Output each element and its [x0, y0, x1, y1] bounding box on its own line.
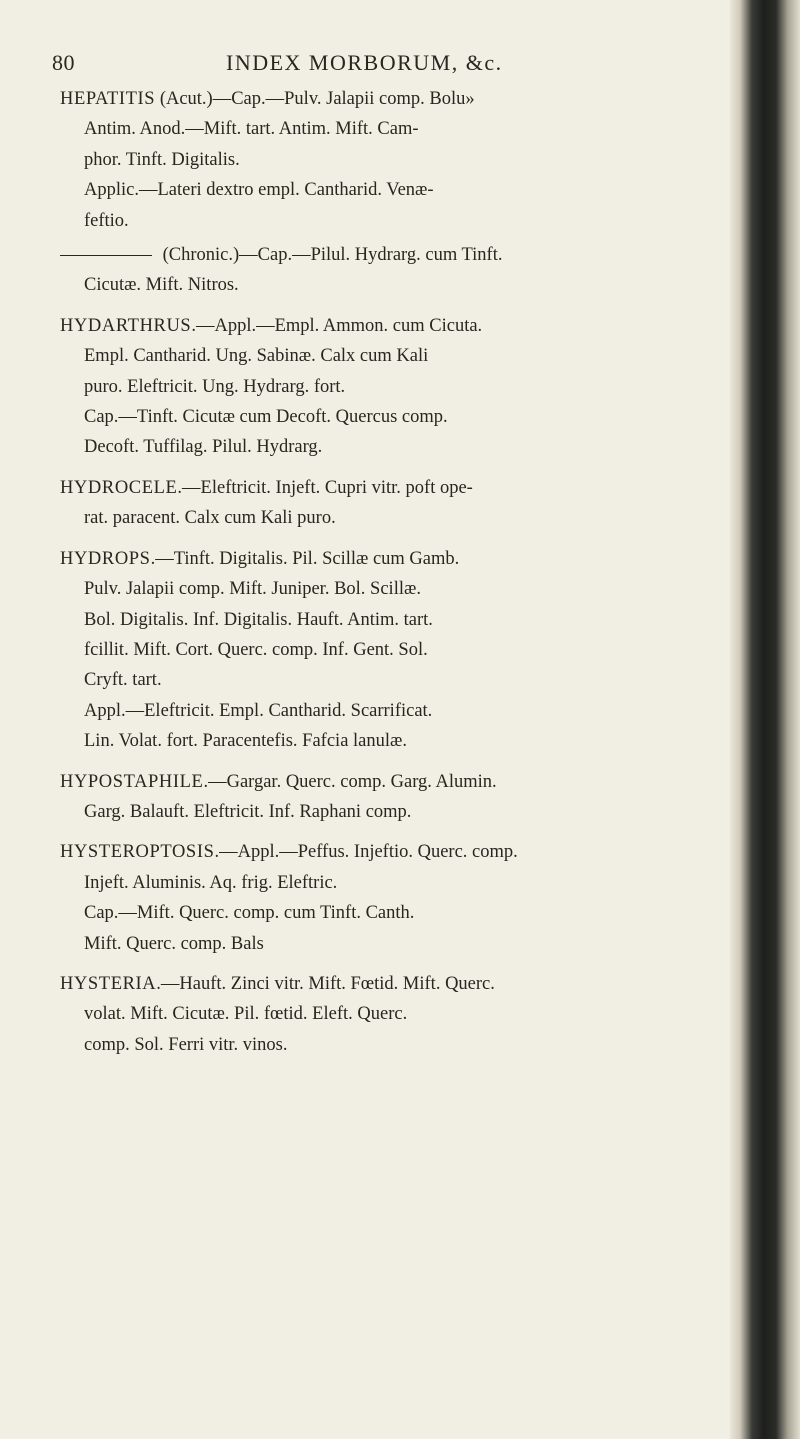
index-entry-hysteria [60, 969, 720, 1060]
entry-term: HYSTERIA [60, 973, 157, 994]
entry-text: Appl.—Eleftricit. Empl. Cantharid. Scarrificat. [84, 700, 433, 721]
entry-text: .—Tinft. Digitalis. Pil. Scillæ cum Gamb. [150, 548, 460, 569]
index-entry-hepatitis [60, 84, 720, 236]
entry-text: phor. Tinft. Digitalis. [84, 149, 240, 170]
index-entry-hypostaphile [60, 767, 720, 828]
entry-text: Decoft. Tuffilag. Pilul. Hydrarg. [84, 437, 323, 458]
entry-text: .—Appl.—Empl. Ammon. cum Cicuta. [191, 315, 483, 336]
index-entry-hepatitis-chronic [60, 240, 720, 301]
entry-text: Cap.—Tinft. Cicutæ cum Decoft. Quercus comp. [84, 407, 448, 428]
entry-text: Empl. Cantharid. Ung. Sabinæ. Calx cum Kali [84, 346, 429, 367]
entry-text: Injeft. Aluminis. Aq. frig. Eleftric. [84, 872, 338, 893]
entry-text: Cryft. tart. [84, 670, 162, 691]
entry-text: .—Gargar. Querc. comp. Garg. Alumin. [203, 771, 497, 792]
entry-text: .—Appl.—Peffus. Injeftio. Querc. comp. [214, 842, 518, 863]
entry-text: fcillit. Mift. Cort. Querc. comp. Inf. Gent. Sol. [84, 639, 428, 660]
entry-text: Garg. Balauft. Eleftricit. Inf. Raphani comp. [84, 801, 412, 822]
entry-text: Pulv. Jalapii comp. Mift. Juniper. Bol. Scillæ. [84, 579, 421, 600]
entry-text: Cicutæ. Mift. Nitros. [84, 275, 239, 296]
entry-text: Lin. Volat. fort. Paracentefis. Fafcia lanulæ. [84, 731, 407, 752]
index-entry-hydrops [60, 544, 720, 757]
entry-term: HEPATITIS [60, 89, 156, 109]
entry-text: Mift. Querc. comp. Bals [84, 933, 264, 954]
entry-text: Cap.—Mift. Querc. comp. cum Tinft. Canth. [84, 903, 415, 924]
entry-term: HYDROPS [60, 548, 151, 569]
entry-text: rat. paracent. Calx cum Kali puro. [84, 508, 336, 529]
entry-text: (Acut.)—Cap.—Pulv. Jalapii comp. Bolu» [155, 89, 475, 109]
entry-text: (Chronic.)—Cap.—Pilul. Hydrarg. cum Tinft. [158, 245, 503, 266]
index-entry-hydrocele [60, 473, 720, 534]
entry-term: HYSTEROPTOSIS [60, 842, 215, 863]
running-title: INDEX MORBORUM, &c. [226, 50, 503, 75]
entry-term: HYPOSTAPHILE [60, 771, 204, 792]
index-entry-hydarthrus [60, 311, 720, 463]
entry-text: Antim. Anod.—Mift. tart. Antim. Mift. Cam- [84, 119, 419, 140]
book-binding-edge [730, 0, 800, 1439]
ditto-dash [60, 255, 152, 256]
entry-text: volat. Mift. Cicutæ. Pil. fœtid. Eleft. Querc. [84, 1004, 408, 1025]
entry-text: .—Hauft. Zinci vitr. Mift. Fœtid. Mift. Querc. [156, 973, 495, 994]
entry-term: HYDROCELE [60, 477, 178, 498]
index-entry-hysteroptosis [60, 837, 720, 959]
entry-text: comp. Sol. Ferri vitr. vinos. [84, 1034, 288, 1055]
entry-text: feftio. [84, 210, 129, 231]
index-entries [60, 84, 720, 1060]
entry-text: puro. Eleftricit. Ung. Hydrarg. fort. [84, 376, 346, 397]
entry-text: Applic.—Lateri dextro empl. Cantharid. Venæ- [84, 180, 434, 201]
page-number: 80 [52, 50, 75, 75]
entry-term: HYDARTHRUS [60, 315, 192, 336]
entry-text: .—Eleftricit. Injeft. Cupri vitr. poft ope- [177, 477, 473, 498]
entry-text: Bol. Digitalis. Inf. Digitalis. Hauft. Antim. tart. [84, 609, 433, 630]
